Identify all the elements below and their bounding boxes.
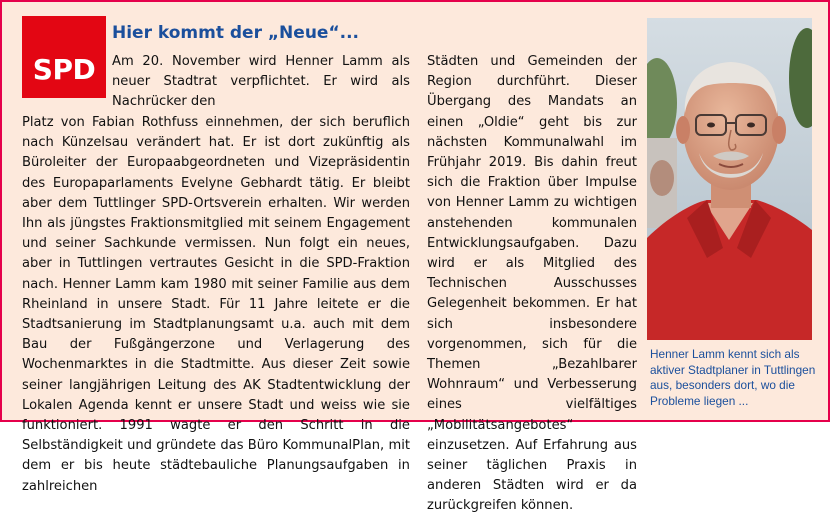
article-title: Hier kommt der „Neue“... bbox=[112, 23, 359, 43]
photo-caption: Henner Lamm kennt sich als aktiver Stadtplaner in Tuttlingen aus, besonders dort, wo die Probleme liegen ... bbox=[650, 347, 816, 408]
article-column-2: Städten und Gemeinden der Region durchführt. Dieser Übergang des Mandats an einen „Oldie“ geht bis zur nächsten Kommunalwahl im Frühjahr 2019. Bis dahin freut sich die Fraktion über Impulse von Henner Lamm zu wichtigen anstehenden kommunalen Entwicklungsaufgaben. Dazu wird er als Mitglied des Technischen Ausschusses Gelegenheit bekommen. Er hat sich insbesondere vorgenommen, sich für die Themen „Bezahlbarer Wohnraum“ und Verbesserung eines vielfältiges „Mobilitätsangebotes“ einzusetzen. Auf Erfahrung aus seiner täglichen Praxis in anderen Städten wird er da zurückgreifen können. bbox=[427, 54, 637, 514]
spd-logo bbox=[22, 16, 106, 98]
portrait-photo bbox=[647, 18, 812, 340]
article-column-1-intro: Am 20. November wird Henner Lamm als neuer Stadtrat verpflichtet. Er wird als Nachrücker den bbox=[112, 54, 410, 110]
article-column-1-body: Platz von Fabian Rothfuss einnehmen, der sich beruflich nach Künzelsau verändert hat. Er ist dort zukünftig als Büroleiter der Europaabgeordneten und Vizepräsidentin des Europaparlaments Evelyne Gebhardt tätig. Er bleibt aber dem Tuttlinger SPD-Ortsverein erhalten. Wir werden Ihn als jüngstes Fraktionsmitglied mit seinem Engagement und seiner Sachkunde vermissen. Nun folgt ein neues, aber in Tuttlingen vertrautes Gesicht in die SPD-Fraktion nach. Henner Lamm kam 1980 mit seiner Familie aus dem Rheinland in unsere Stadt. Für 11 Jahre leitete er die Stadtsanierung im Stadtplanungsamt u.a. auch mit dem Bau der Fußgängerzone und Verlagerung des Wochenmarktes in die Stadtmitte. Aus dieser Zeit sowie seiner langjährigen Leitung des AK Stadtentwicklung der Lokalen Agenda kennt er unsere Stadt und weiss wie sie funktioniert. 1991 wagte er den Schritt in die Selbständigkeit und gründete das Büro KommunalPlan, mit dem er bis heute städtebauliche Planungsaufgaben in zahlreichen bbox=[22, 115, 410, 494]
portrait-illustration bbox=[647, 18, 812, 340]
spd-logo-text: SPD bbox=[32, 53, 96, 86]
